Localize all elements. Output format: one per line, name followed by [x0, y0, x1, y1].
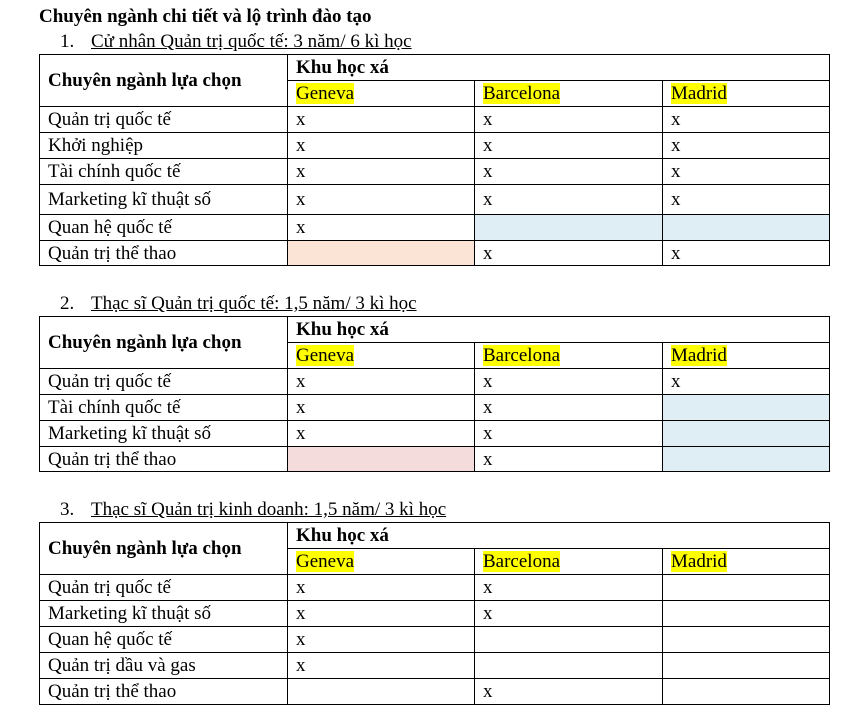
table-row [40, 395, 830, 421]
cell-madrid [663, 215, 830, 241]
table-row [40, 215, 830, 241]
campus-madrid: Madrid [663, 343, 830, 369]
column-header-major: Chuyên ngành lựa chọn [40, 317, 288, 369]
cell-barcelona [475, 215, 663, 241]
table-row [40, 627, 830, 653]
table-row [40, 421, 830, 447]
table-row [40, 185, 830, 215]
table-row [40, 241, 830, 266]
program-table-2 [39, 316, 830, 472]
table-row [40, 575, 830, 601]
document-title: Chuyên ngành chi tiết và lộ trình đào tạo [39, 6, 372, 27]
section-title: Thạc sĩ Quản trị kinh doanh: 1,5 năm/ 3 kì học [91, 499, 447, 520]
major-name: Quản trị quốc tế [40, 107, 288, 133]
cell-madrid: x [663, 185, 830, 215]
cell-madrid: x [663, 107, 830, 133]
cell-barcelona: x [475, 241, 663, 266]
campus-geneva: Geneva [288, 81, 475, 107]
cell-barcelona: x [475, 395, 663, 421]
campus-barcelona: Barcelona [475, 549, 663, 575]
cell-madrid [663, 679, 830, 705]
major-name: Quản trị quốc tế [40, 575, 288, 601]
campus-geneva: Geneva [288, 343, 475, 369]
cell-geneva: x [288, 421, 475, 447]
campus-header: Khu học xá [288, 523, 830, 549]
campus-header: Khu học xá [288, 317, 830, 343]
campus-geneva: Geneva [288, 549, 475, 575]
cell-geneva: x [288, 575, 475, 601]
table-row [40, 679, 830, 705]
cell-madrid: x [663, 159, 830, 185]
cell-madrid [663, 421, 830, 447]
cell-geneva: x [288, 185, 475, 215]
campus-barcelona: Barcelona [475, 81, 663, 107]
major-name: Marketing kĩ thuật số [40, 185, 288, 215]
cell-barcelona: x [475, 369, 663, 395]
campus-barcelona: Barcelona [475, 343, 663, 369]
cell-madrid [663, 447, 830, 472]
column-header-major: Chuyên ngành lựa chọn [40, 523, 288, 575]
table-row [40, 369, 830, 395]
campus-madrid: Madrid [663, 81, 830, 107]
program-table-3 [39, 522, 830, 705]
section-title: Thạc sĩ Quản trị quốc tế: 1,5 năm/ 3 kì học [91, 293, 417, 314]
cell-barcelona: x [475, 679, 663, 705]
section-2-heading [60, 293, 417, 315]
table-row [40, 107, 830, 133]
section-number: 3. [60, 499, 75, 520]
cell-barcelona: x [475, 447, 663, 472]
major-name: Tài chính quốc tế [40, 159, 288, 185]
cell-barcelona [475, 627, 663, 653]
section-1-heading [60, 31, 412, 53]
cell-geneva: x [288, 653, 475, 679]
major-name: Marketing kĩ thuật số [40, 601, 288, 627]
cell-barcelona [475, 653, 663, 679]
major-name: Quan hệ quốc tế [40, 215, 288, 241]
campus-madrid: Madrid [663, 549, 830, 575]
cell-madrid: x [663, 241, 830, 266]
major-name: Khởi nghiệp [40, 133, 288, 159]
table-row [40, 447, 830, 472]
cell-madrid [663, 653, 830, 679]
major-name: Tài chính quốc tế [40, 395, 288, 421]
cell-barcelona: x [475, 107, 663, 133]
section-title: Cử nhân Quản trị quốc tế: 3 năm/ 6 kì học [91, 31, 412, 52]
cell-geneva [288, 447, 475, 472]
cell-madrid: x [663, 133, 830, 159]
cell-geneva [288, 241, 475, 266]
cell-geneva: x [288, 369, 475, 395]
cell-barcelona: x [475, 601, 663, 627]
section-number: 1. [60, 31, 75, 52]
cell-geneva [288, 679, 475, 705]
program-table-1 [39, 54, 830, 266]
cell-barcelona: x [475, 159, 663, 185]
major-name: Quản trị thể thao [40, 447, 288, 472]
cell-geneva: x [288, 395, 475, 421]
cell-madrid: x [663, 369, 830, 395]
cell-geneva: x [288, 107, 475, 133]
table-row [40, 653, 830, 679]
cell-barcelona: x [475, 575, 663, 601]
cell-geneva: x [288, 159, 475, 185]
table-row [40, 159, 830, 185]
major-name: Quản trị thể thao [40, 679, 288, 705]
cell-geneva: x [288, 215, 475, 241]
cell-barcelona: x [475, 133, 663, 159]
cell-madrid [663, 395, 830, 421]
major-name: Marketing kĩ thuật số [40, 421, 288, 447]
major-name: Quan hệ quốc tế [40, 627, 288, 653]
cell-barcelona: x [475, 185, 663, 215]
cell-geneva: x [288, 627, 475, 653]
cell-geneva: x [288, 133, 475, 159]
cell-madrid [663, 601, 830, 627]
major-name: Quản trị thể thao [40, 241, 288, 266]
cell-madrid [663, 575, 830, 601]
major-name: Quản trị quốc tế [40, 369, 288, 395]
column-header-major: Chuyên ngành lựa chọn [40, 55, 288, 107]
table-row [40, 133, 830, 159]
cell-madrid [663, 627, 830, 653]
cell-barcelona: x [475, 421, 663, 447]
section-3-heading [60, 499, 446, 521]
campus-header: Khu học xá [288, 55, 830, 81]
major-name: Quản trị dầu và gas [40, 653, 288, 679]
table-row [40, 601, 830, 627]
section-number: 2. [60, 293, 75, 314]
cell-geneva: x [288, 601, 475, 627]
